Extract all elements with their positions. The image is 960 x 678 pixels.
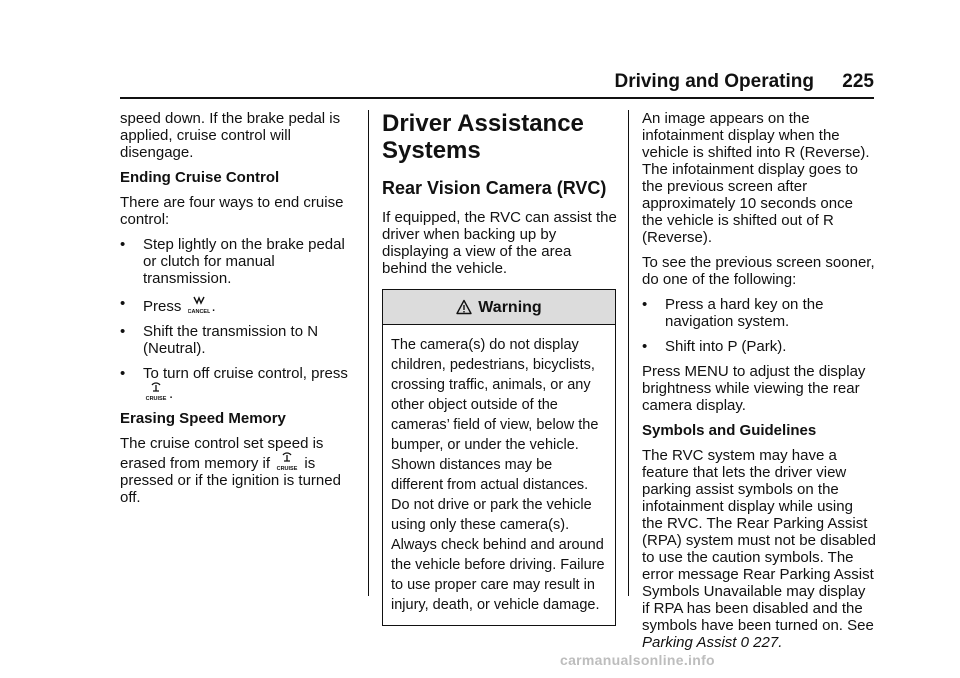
cancel-button-icon bbox=[188, 295, 210, 315]
paragraph: speed down. If the brake pedal is applied, cruise control will disengage. bbox=[120, 110, 341, 161]
subheading-erasing-speed: Erasing Speed Memory bbox=[120, 410, 286, 427]
bullet-mark: • bbox=[120, 236, 126, 253]
column-right bbox=[642, 110, 877, 659]
page-number: 225 bbox=[842, 71, 874, 92]
warning-text: The camera(s) do not display children, pedestrians, bicyclists, crossing traffic, animals, or any other object outside of the cameras’ field of view, below the bumper, or under the vehicle. Shown distances may be different from actual distances. Do not drive or park the vehicle using only these camera(s). Always check behind and around the vehicle before driving. Failure to use proper care may result in injury, death, or vehicle damage. bbox=[391, 337, 605, 613]
cruise-button-icon bbox=[276, 452, 298, 472]
bullet-mark: • bbox=[642, 338, 648, 355]
list-item: • To turn off cruise control, press CRUISE . bbox=[120, 365, 348, 402]
heading-rear-vision-camera: Rear Vision Camera (RVC) bbox=[382, 178, 607, 198]
list-item bbox=[120, 323, 350, 357]
paragraph: If equipped, the RVC can assist the driver when backing up by displaying a view of the area behind the vehicle. bbox=[382, 209, 617, 277]
bullet-mark: • bbox=[642, 296, 648, 313]
subheading-symbols-guidelines: Symbols and Guidelines bbox=[642, 422, 817, 439]
section-title: Driving and Operating bbox=[614, 71, 814, 92]
list-item-text: Shift the transmission to N (Neutral). bbox=[143, 323, 319, 357]
list-item-text: To turn off cruise control, press bbox=[143, 365, 348, 382]
warning-icon bbox=[456, 299, 472, 315]
list-item-text: Press bbox=[143, 298, 182, 315]
column-middle bbox=[382, 110, 618, 626]
paragraph: There are four ways to end cruise control: bbox=[120, 194, 344, 228]
warning-header bbox=[383, 290, 615, 325]
list-item-text: Shift into P (Park). bbox=[665, 338, 787, 355]
paragraph: To see the previous screen sooner, do one of the following: bbox=[642, 254, 875, 288]
cruise-button-icon bbox=[145, 382, 167, 402]
column-divider bbox=[368, 110, 369, 596]
list-item-text: Press a hard key on the navigation system. bbox=[665, 296, 824, 330]
svg-text:CRUISE: CRUISE bbox=[276, 466, 298, 472]
list-item-text: Step lightly on the brake pedal or clutch for manual transmission. bbox=[143, 236, 345, 287]
column-divider bbox=[628, 110, 629, 596]
page-header bbox=[120, 71, 874, 99]
paragraph: Press MENU to adjust the display brightness while viewing the rear camera display. bbox=[642, 363, 866, 414]
bullet-mark: • bbox=[120, 295, 126, 312]
list-item: • Press CANCEL . bbox=[120, 295, 216, 315]
svg-text:CANCEL: CANCEL bbox=[187, 309, 210, 315]
cross-reference-page: 227. bbox=[753, 634, 783, 651]
svg-text:CRUISE: CRUISE bbox=[145, 396, 167, 402]
list-item bbox=[642, 296, 877, 330]
list-item bbox=[120, 236, 350, 287]
bullet-mark: • bbox=[120, 365, 126, 382]
page-ref-arrow-icon: 0 bbox=[740, 634, 749, 651]
heading-driver-assistance: Driver Assistance Systems bbox=[382, 110, 584, 164]
warning-title: Warning bbox=[478, 298, 542, 316]
watermark: carmanualsonline.info bbox=[560, 652, 715, 668]
column-left bbox=[120, 110, 350, 514]
paragraph: The RVC system may have a feature that lets the driver view parking assist symbols on the infotainment display while using the RVC. The Rear Parking Assist (RPA) system must not be disabled to use the caution symbols. The error message Rear Parking Assist Symbols Unavailable may display if RPA has been disabled and the symbols have been turned on. See Parking Assist 0 227. bbox=[642, 447, 876, 651]
list-item bbox=[642, 338, 877, 355]
paragraph: The cruise control set speed is erased from memory if CRUISE is pressed or if the ignition is turned off. bbox=[120, 435, 341, 506]
paragraph: An image appears on the infotainment display when the vehicle is shifted into R (Reverse). The infotainment display goes to the previous screen after approximately 10 seconds once the vehicle is shifted out of R (Reverse). bbox=[642, 110, 870, 246]
cross-reference-link[interactable]: Parking Assist bbox=[642, 634, 737, 651]
warning-box bbox=[382, 289, 616, 626]
bullet-mark: • bbox=[120, 323, 126, 340]
subheading-ending-cruise: Ending Cruise Control bbox=[120, 169, 280, 186]
